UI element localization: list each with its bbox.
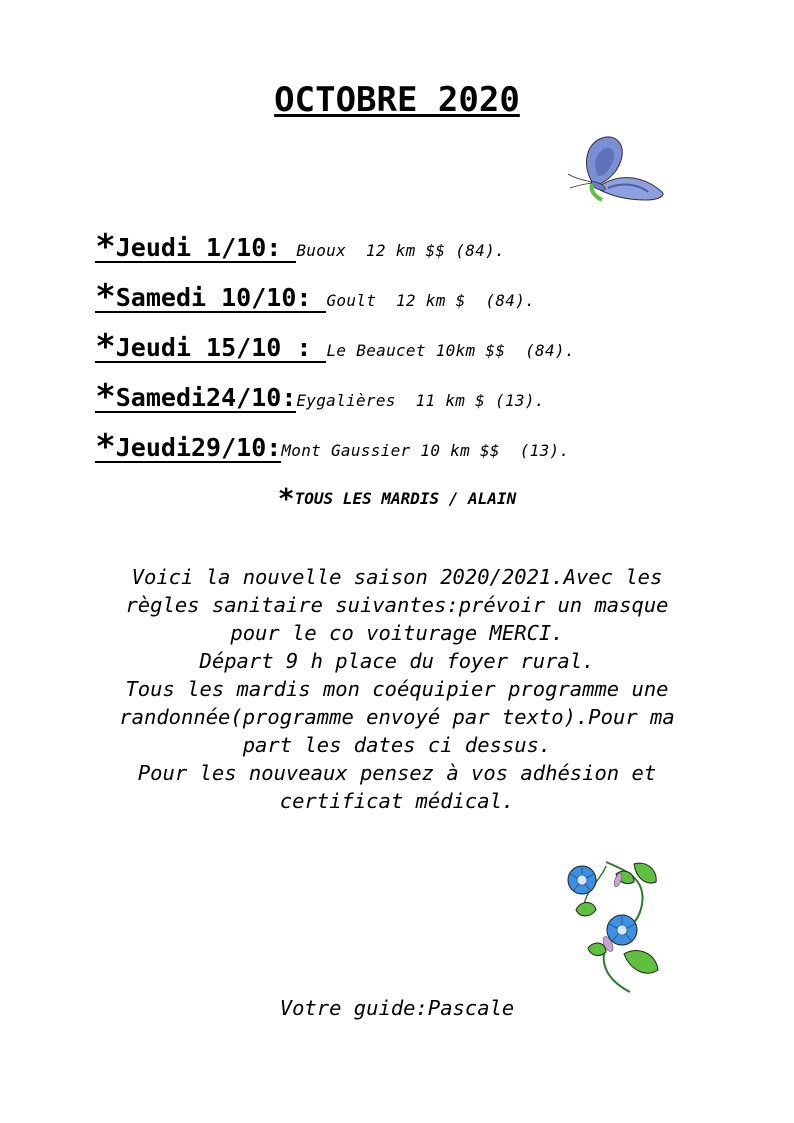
hike-2-day: Samedi 10/10: (115, 283, 327, 312)
butterfly-illustration (562, 134, 672, 206)
tuesdays-text: TOUS LES MARDIS / ALAIN (294, 489, 517, 508)
hike-4 (76, 358, 545, 417)
asterisk-icon: * (95, 377, 116, 417)
hike-4-day: Samedi24/10: (115, 383, 297, 412)
paragraph-line: Pour les nouveaux pensez à vos adhésion et (137, 761, 657, 785)
hike-3-detail: Le Beaucet 10km $$ (84). (326, 341, 575, 360)
asterisk-icon: * (277, 482, 295, 515)
paragraph-line: règles sanitaire suivantes:prévoir un masque (125, 593, 669, 617)
hike-1 (76, 208, 505, 267)
page-title-wrap (0, 80, 794, 120)
paragraph-line: part les dates ci dessus. (242, 733, 552, 757)
hike-5 (76, 408, 570, 467)
hike-5-head (95, 427, 282, 467)
info-paragraph (80, 563, 714, 815)
asterisk-icon: * (95, 227, 116, 267)
tuesdays-note (0, 482, 794, 515)
hike-2 (76, 258, 536, 317)
paragraph-line: Tous les mardis mon coéquipier programme une (125, 677, 669, 701)
asterisk-icon: * (95, 277, 116, 317)
paragraph-line: Départ 9 h place du foyer rural. (199, 649, 595, 673)
paragraph-line: pour le co voiturage MERCI. (230, 621, 564, 645)
hike-5-detail: Mont Gaussier 10 km $$ (13). (281, 441, 570, 460)
hike-4-detail: Eygalières 11 km $ (13). (296, 391, 545, 410)
morning-glory-illustration (560, 852, 670, 997)
paragraph-line: randonnée(programme envoyé par texto).Pour ma (119, 705, 675, 729)
hike-5-day: Jeudi29/10: (115, 433, 282, 462)
guide-signature: Votre guide:Pascale (279, 996, 515, 1020)
hike-3 (76, 308, 575, 367)
hike-3-day: Jeudi 15/10 : (115, 333, 327, 362)
page-title: OCTOBRE 2020 (274, 80, 520, 120)
hike-1-detail: Buoux 12 km $$ (84). (296, 241, 505, 260)
hike-1-day: Jeudi 1/10: (115, 233, 297, 262)
asterisk-icon: * (95, 427, 116, 467)
hike-2-detail: Goult 12 km $ (84). (326, 291, 536, 310)
asterisk-icon: * (95, 327, 116, 367)
paragraph-line: certificat médical. (279, 789, 515, 813)
paragraph-line: Voici la nouvelle saison 2020/2021.Avec les (131, 565, 663, 589)
